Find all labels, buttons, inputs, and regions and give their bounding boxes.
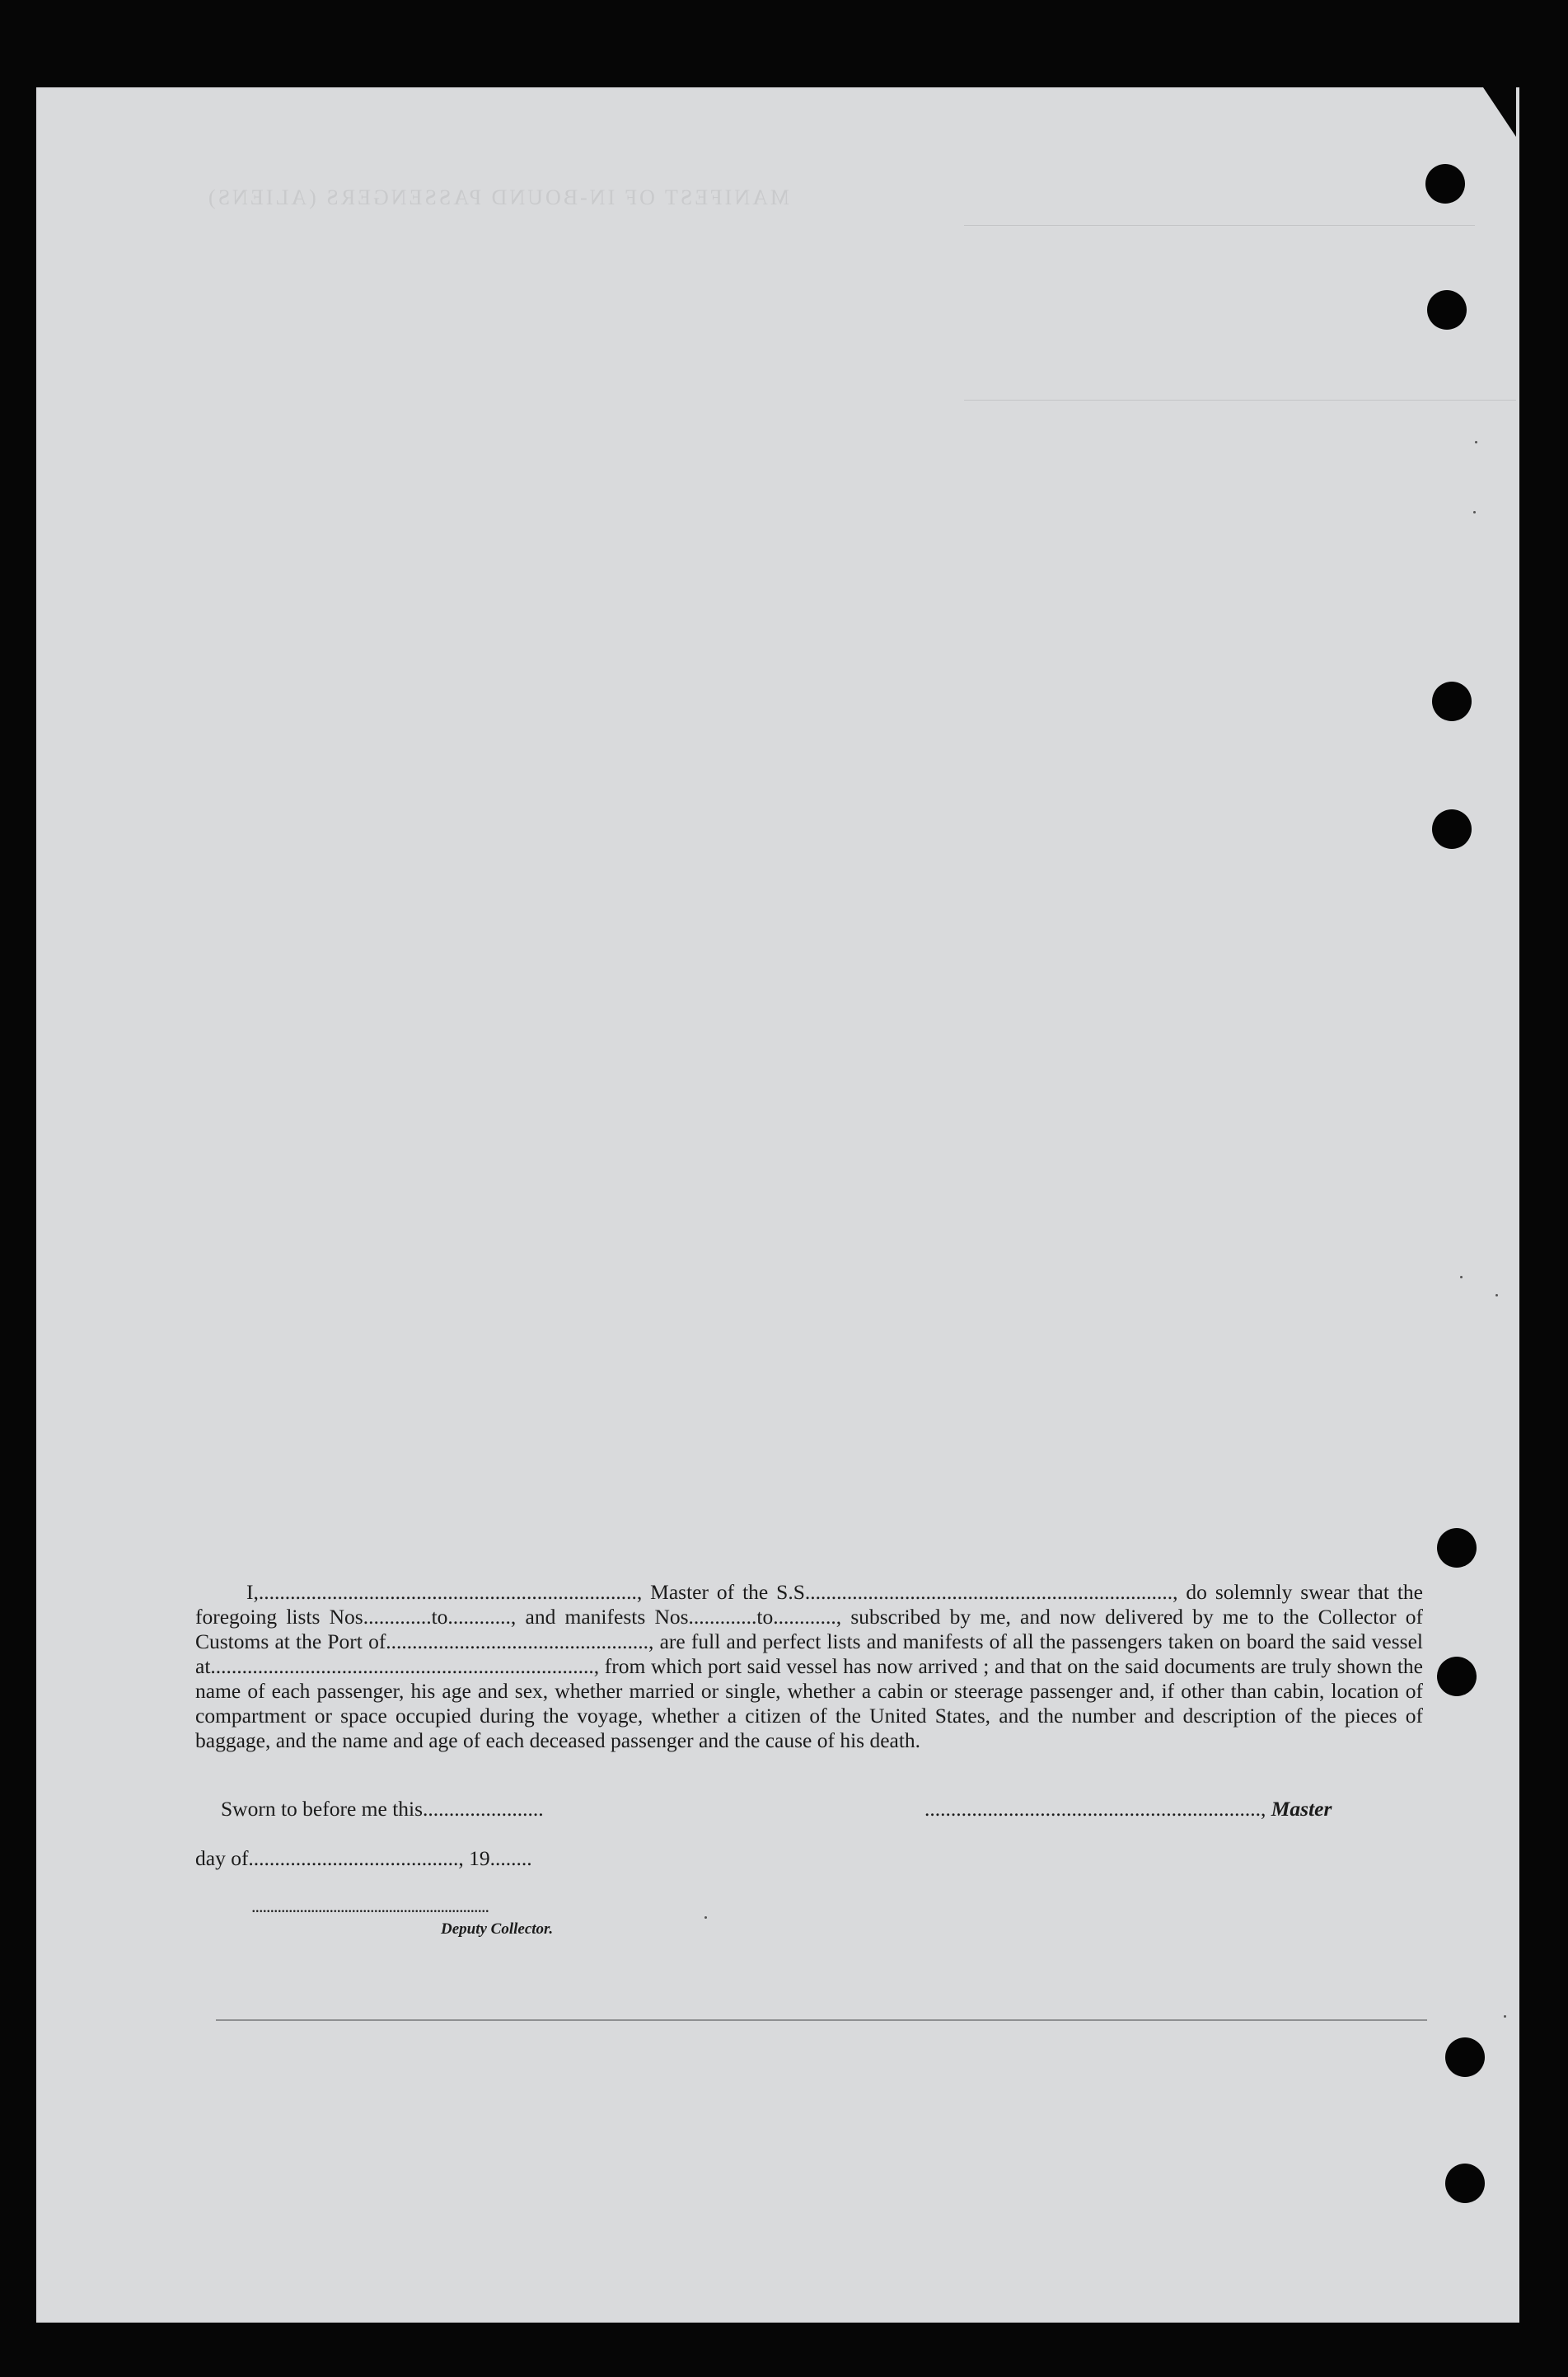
document-page xyxy=(36,87,1519,2323)
show-through-rule xyxy=(964,225,1475,226)
binder-hole xyxy=(1432,809,1472,849)
show-through-rule xyxy=(964,400,1516,401)
deputy-collector-label: Deputy Collector. xyxy=(441,1920,554,1938)
speck xyxy=(1495,1294,1498,1296)
show-through-header: MANIFEST OF IN-BOUND PASSENGERS (ALIENS) xyxy=(206,185,789,209)
master-signature-line xyxy=(924,1797,1332,1821)
deputy-signature-line: ................................................................ xyxy=(251,1896,489,1916)
binder-hole xyxy=(1427,290,1467,330)
oath-of-master xyxy=(195,1580,1423,1753)
master-label: Master xyxy=(1271,1797,1332,1821)
binder-hole xyxy=(1445,2037,1485,2077)
oath-text: I,........................................................................, Master of the S.S......................................................................, do solemnly swear that the foregoing lists Nos.............to............, and manifests Nos.............to............, subscribed by me, and now delivered by me to the Collector of Customs at the Port of.................................................., are full and perfect lists and manifests of all the passengers taken on board the said vessel at........................................................................., from which port said vessel has now arrived ; and that on the said documents are truly shown the name of each passenger, his age and sex, whether married or single, whether a cabin or steerage passenger and, if other than cabin, location of compartment or space occupied during the voyage, whether a citizen of the United States, and the number and description of the pieces of baggage, and the name and age of each deceased passenger and the cause of his death. xyxy=(195,1580,1423,1752)
speck xyxy=(1504,2015,1506,2018)
day-of-line: day of........................................, 19........ xyxy=(195,1846,532,1870)
binder-hole xyxy=(1445,2164,1485,2203)
binder-hole xyxy=(1437,1528,1477,1568)
speck xyxy=(1460,1276,1463,1278)
speck xyxy=(704,1916,707,1919)
speck xyxy=(1475,441,1477,443)
page-corner-fold xyxy=(1483,87,1516,137)
bottom-rule xyxy=(216,2019,1427,2021)
sworn-before-line: Sworn to before me this....................... xyxy=(221,1797,544,1821)
speck xyxy=(1473,511,1476,513)
binder-hole xyxy=(1425,164,1465,204)
master-signature-dots: ................................................................, xyxy=(924,1797,1271,1821)
binder-hole xyxy=(1437,1657,1477,1696)
binder-hole xyxy=(1432,682,1472,721)
